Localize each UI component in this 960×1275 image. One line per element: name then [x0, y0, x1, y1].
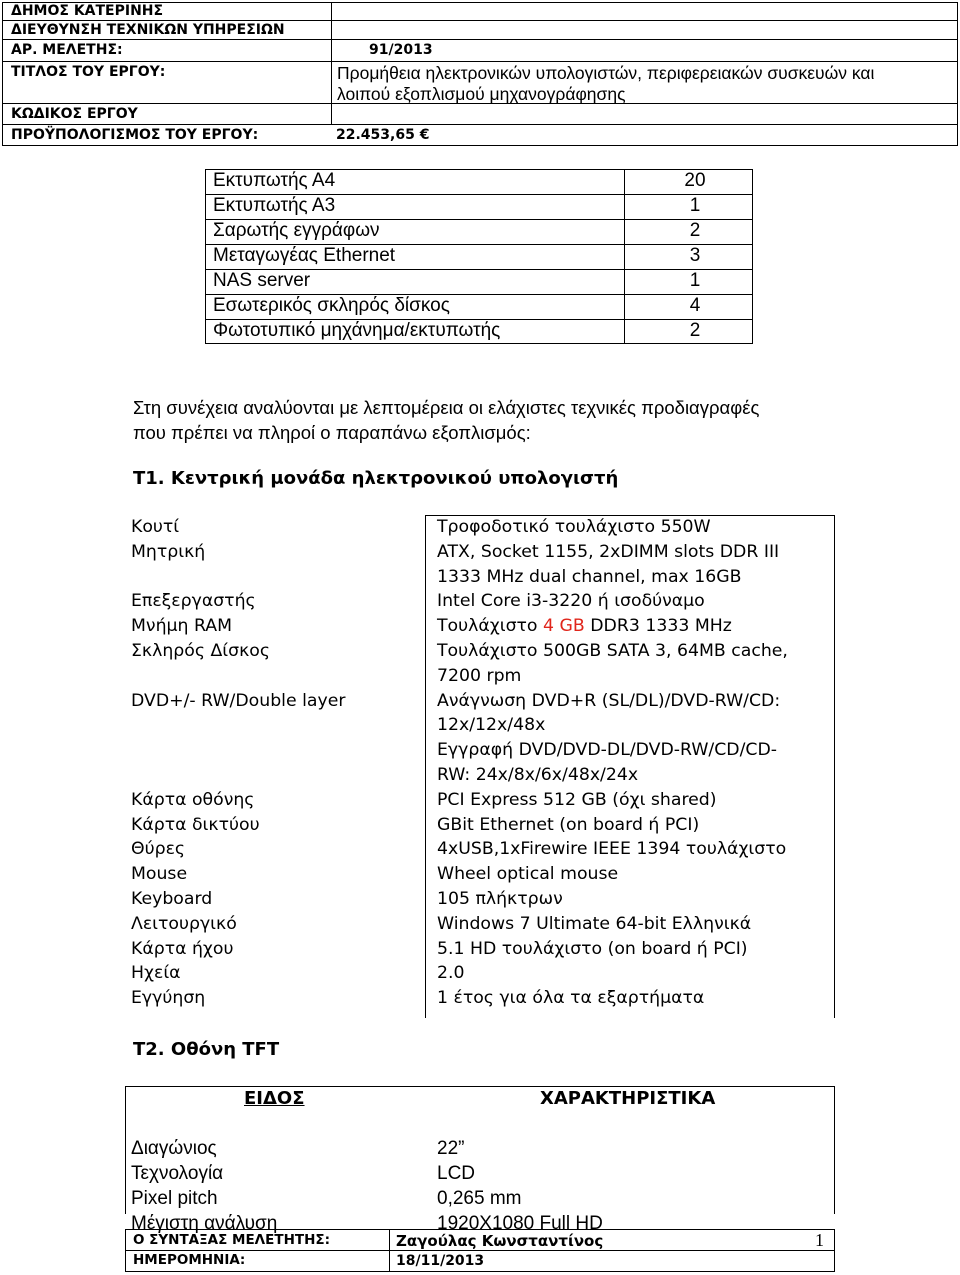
- t1-row-label: Επεξεργαστής: [131, 591, 256, 612]
- t2-row-value: 1920X1080 Full HD: [437, 1213, 603, 1234]
- t2-col1-header: ΕΙΔΟΣ: [244, 1088, 305, 1109]
- equipment-name: Σαρωτής εγγράφων: [213, 220, 380, 241]
- t2-row-value: LCD: [437, 1163, 476, 1184]
- study-number-label: ΑΡ. ΜΕΛΕΤΗΣ:: [11, 42, 123, 58]
- t1-row-label: Λειτουργικό: [131, 913, 237, 934]
- municipality: ΔΗΜΟΣ ΚΑΤΕΡΙΝΗΣ: [11, 3, 164, 19]
- t1-row-label: Κάρτα οθόνης: [131, 789, 255, 810]
- t2-row-value: 0,265 mm: [437, 1188, 522, 1209]
- t2-row-value: 22”: [437, 1138, 465, 1159]
- project-code-label: ΚΩΔΙΚΟΣ ΕΡΓΟΥ: [11, 106, 138, 122]
- t1-row-value: 1 έτος για όλα τα εξαρτήματα: [437, 988, 705, 1009]
- t1-row-value: 7200 rpm: [437, 665, 522, 686]
- date-label: ΗΜΕΡΟΜΗΝΙΑ:: [133, 1252, 246, 1268]
- author-value: Ζαγούλας Κωνσταντίνος: [396, 1232, 604, 1250]
- t1-row-value: 12x/12x/48x: [437, 715, 546, 736]
- date-value: 18/11/2013: [396, 1253, 485, 1269]
- t1-row-value: 2.0: [437, 963, 465, 984]
- author-label: Ο ΣΥΝΤΑΞΑΣ ΜΕΛΕΤΗΤΗΣ:: [133, 1232, 330, 1248]
- t1-row-value: Ανάγνωση DVD+R (SL/DL)/DVD-RW/CD:: [437, 690, 781, 711]
- t1-row-value: RW: 24x/8x/6x/48x/24x: [437, 765, 639, 785]
- t1-row-label: Κουτί: [131, 517, 180, 537]
- study-number-value: 91/2013: [369, 42, 433, 58]
- equipment-qty: 20: [684, 170, 706, 191]
- equipment-name: NAS server: [213, 270, 311, 291]
- t2-col2-header: ΧΑΡΑΚΤΗΡΙΣΤΙΚΑ: [540, 1088, 716, 1109]
- t1-row-label: Κάρτα ήχου: [131, 938, 234, 959]
- t1-row-value: 105 πλήκτρων: [437, 889, 563, 909]
- t1-row-label: Μνήμη RAM: [131, 616, 232, 637]
- t1-title: Τ1. Κεντρική μονάδα ηλεκτρονικού υπολογιστή: [133, 468, 619, 489]
- t1-row-value: PCI Express 512 GB (όχι shared): [437, 789, 717, 810]
- equipment-qty: 4: [689, 295, 701, 316]
- equipment-row: [205, 269, 753, 294]
- equipment-qty: 2: [689, 320, 701, 341]
- equipment-row: [205, 294, 753, 319]
- t1-row-label: Μητρική: [131, 541, 206, 562]
- t1-row-value: [437, 616, 732, 636]
- t1-row-value: Intel Core i3-3220 ή ισοδύναμο: [437, 591, 705, 612]
- equipment-qty: 3: [689, 245, 701, 266]
- equipment-name: Φωτοτυπικό μηχάνημα/εκτυπωτής: [213, 320, 501, 341]
- intro-line-1: Στη συνέχεια αναλύονται με λεπτομέρεια οι ελάχιστες τεχνικές προδιαγραφές: [133, 397, 760, 418]
- equipment-name: Εσωτερικός σκληρός δίσκος: [213, 295, 450, 316]
- t2-row-label: Τεχνολογία: [131, 1163, 224, 1184]
- intro-line-2: που πρέπει να πληροί ο παραπάνω εξοπλισμός:: [133, 422, 531, 443]
- equipment-name: Εκτυπωτής Α3: [213, 195, 336, 216]
- header-table: [2, 2, 958, 146]
- equipment-qty: 1: [689, 270, 701, 291]
- t1-value-text: DDR3 1333 MHz: [584, 616, 732, 637]
- budget-label: ΠΡΟΫΠΟΛΟΓΙΣΜΟΣ ΤΟΥ ΕΡΓΟΥ:: [11, 127, 259, 143]
- t1-row-value: Τροφοδοτικό τουλάχιστο 550W: [437, 517, 711, 537]
- t1-row-label: DVD+/- RW/Double layer: [131, 690, 346, 711]
- t1-row-value: Windows 7 Ultimate 64-bit Ελληνικά: [437, 913, 752, 934]
- equipment-row: [205, 244, 753, 269]
- equipment-row: [205, 319, 753, 344]
- t2-row-label: Pixel pitch: [131, 1188, 218, 1209]
- equipment-row: [205, 194, 753, 219]
- t1-value-highlight: 4 GB: [543, 616, 585, 637]
- t1-row-label: Εγγύηση: [131, 988, 206, 1009]
- t1-row-value: 4xUSB,1xFirewire IEEE 1394 τουλάχιστο: [437, 839, 787, 860]
- t1-row-value: ATX, Socket 1155, 2xDIMM slots DDR III: [437, 541, 780, 562]
- equipment-name: Μεταγωγέας Ethernet: [213, 245, 396, 266]
- equipment-name: Εκτυπωτής Α4: [213, 170, 336, 191]
- t1-row-label: Κάρτα δικτύου: [131, 814, 260, 835]
- t1-value-text: Τουλάχιστο: [437, 616, 543, 637]
- t1-row-label: Mouse: [131, 864, 188, 885]
- t1-row-value: Wheel optical mouse: [437, 864, 619, 885]
- t1-row-label: Σκληρός Δίσκος: [131, 641, 270, 661]
- project-title-line1: Προμήθεια ηλεκτρονικών υπολογιστών, περιφερειακών συσκευών και: [337, 63, 875, 83]
- t1-row-value: Τουλάχιστο 500GB SATA 3, 64MB cache,: [437, 641, 788, 661]
- equipment-qty: 2: [689, 220, 701, 241]
- t2-row-label: Μέγιστη ανάλυση: [131, 1213, 278, 1234]
- equipment-row: [205, 219, 753, 244]
- project-title-line2: λοιπού εξοπλισμού μηχανογράφησης: [337, 84, 626, 104]
- t1-row-label: Keyboard: [131, 889, 213, 909]
- t1-row-value: 5.1 HD τουλάχιστο (on board ή PCI): [437, 938, 748, 959]
- equipment-row: [205, 169, 753, 194]
- t1-row-value: GBit Ethernet (on board ή PCI): [437, 814, 700, 835]
- t1-row-value: Εγγραφή DVD/DVD-DL/DVD-RW/CD/CD-: [437, 740, 778, 761]
- t1-row-label: Ηχεία: [131, 963, 181, 984]
- t1-row-label: Θύρες: [131, 839, 186, 860]
- project-title-label: ΤΙΤΛΟΣ ΤΟΥ ΕΡΓΟΥ:: [11, 64, 166, 80]
- department: ΔΙΕΥΘΥΝΣΗ ΤΕΧΝΙΚΩΝ ΥΠΗΡΕΣΙΩΝ: [11, 22, 285, 38]
- t2-row-label: Διαγώνιος: [131, 1138, 217, 1159]
- t2-title: Τ2. Οθόνη TFT: [133, 1039, 280, 1060]
- equipment-qty: 1: [689, 195, 701, 216]
- budget-value: 22.453,65 €: [336, 127, 430, 143]
- page-number: 1: [815, 1230, 824, 1250]
- t1-row-value: 1333 MHz dual channel, max 16GB: [437, 566, 742, 587]
